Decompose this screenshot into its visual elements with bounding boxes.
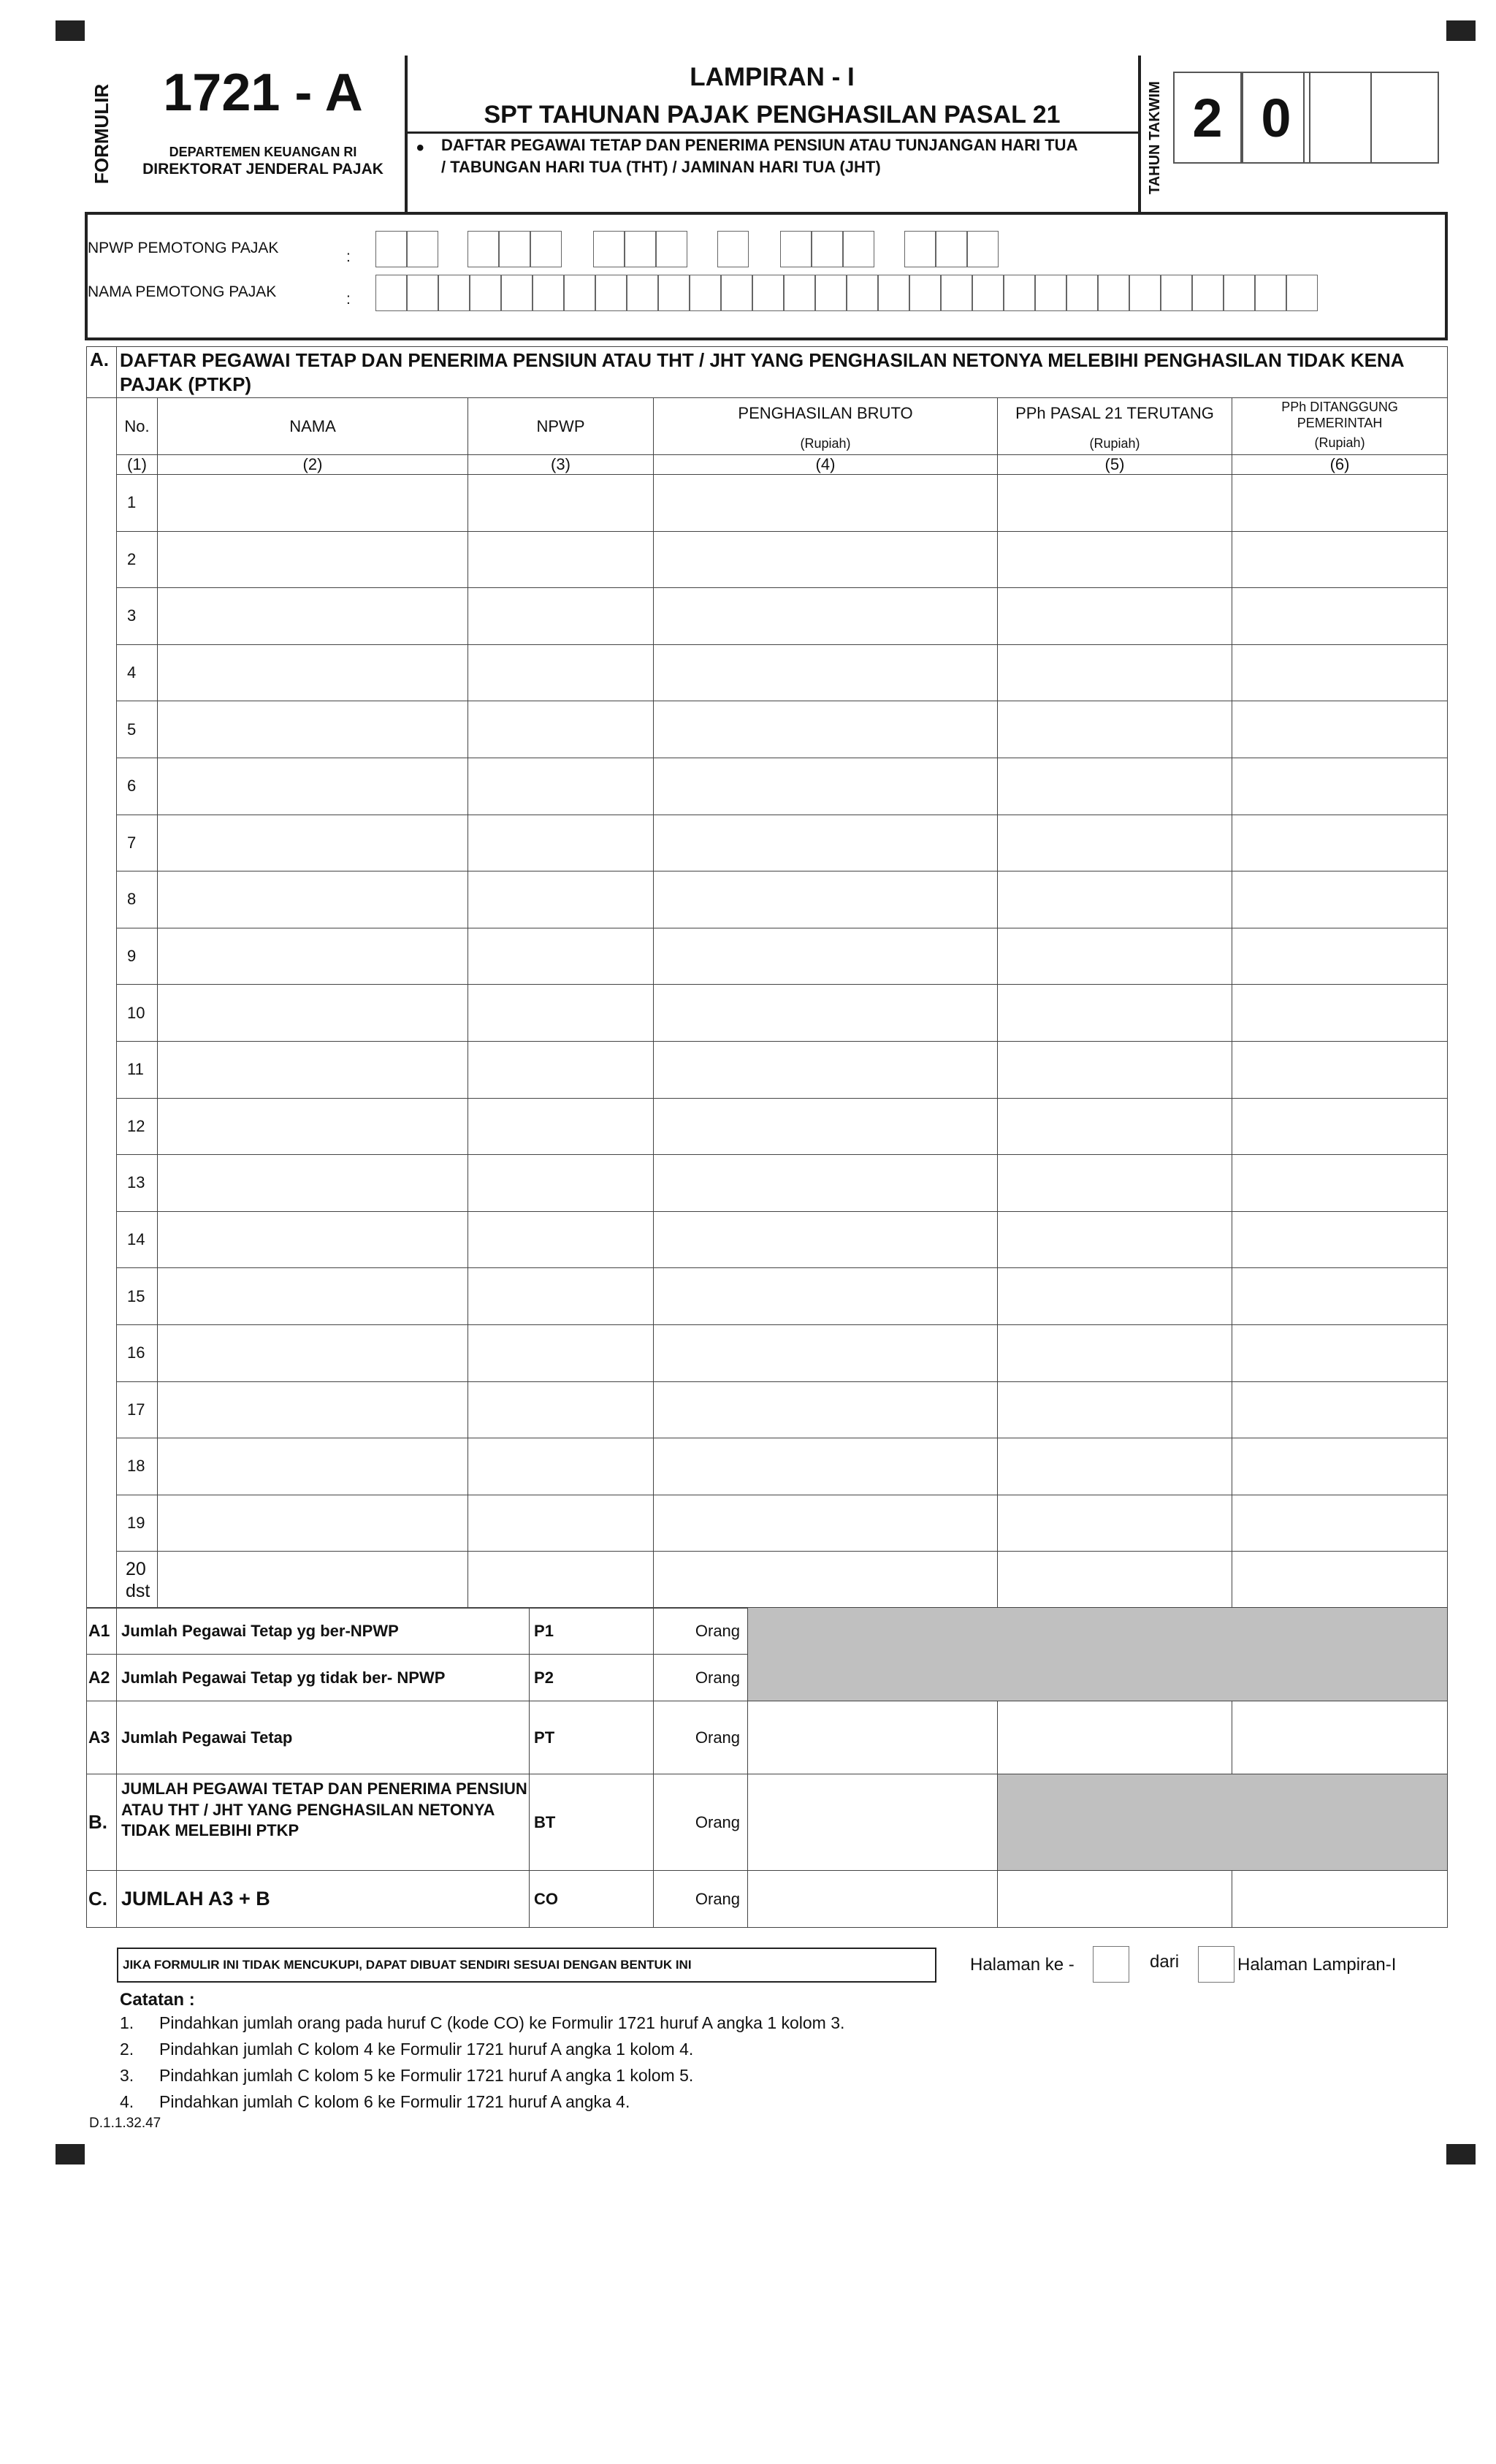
row-number: 20 dst — [117, 1552, 158, 1609]
nama-char-box[interactable] — [407, 275, 438, 311]
col-index-6: (6) — [1232, 455, 1448, 475]
col-header-bruto — [654, 398, 998, 455]
department-line-1: DEPARTEMEN KEUANGAN RI — [169, 145, 357, 159]
nama-char-box[interactable] — [658, 275, 690, 311]
nama-char-box[interactable] — [470, 275, 501, 311]
summary-a2-label: Jumlah Pegawai Tetap yg tidak ber- NPWP — [117, 1655, 530, 1701]
table-row — [87, 1098, 1448, 1155]
nama-char-box[interactable] — [815, 275, 847, 311]
row-number: 11 — [117, 1041, 158, 1098]
col-index-2: (2) — [158, 455, 468, 475]
row-pph21-cell[interactable] — [998, 644, 1232, 701]
row-number: 5 — [117, 701, 158, 758]
row-nama-cell[interactable] — [158, 1495, 468, 1552]
row-npwp-cell[interactable] — [468, 1155, 654, 1212]
summary-c-pph21[interactable] — [998, 1871, 1232, 1928]
nama-char-box[interactable] — [721, 275, 752, 311]
summary-a1-a2-shaded — [748, 1608, 1448, 1701]
nama-char-box[interactable] — [533, 275, 564, 311]
catatan-item: 2. Pindahkan jumlah C kolom 4 ke Formulir 1721 huruf A angka 1 kolom 4. — [120, 2040, 694, 2059]
row-ditanggung-cell[interactable] — [1232, 758, 1448, 815]
row-pph21-cell[interactable] — [998, 701, 1232, 758]
row-bruto-cell[interactable] — [654, 1324, 998, 1381]
row-npwp-cell[interactable] — [468, 928, 654, 985]
row-ditanggung-cell[interactable] — [1232, 985, 1448, 1042]
summary-b-label: JUMLAH PEGAWAI TETAP DAN PENERIMA PENSIUN ATAU THT / JHT YANG PENGHASILAN NETONYA TIDAK MELEBIHI PTKP — [117, 1774, 530, 1871]
npwp-label: NPWP PEMOTONG PAJAK — [88, 240, 279, 256]
formulir-vertical-label: FORMULIR — [91, 83, 112, 184]
nama-char-box[interactable] — [1035, 275, 1066, 311]
row-pph21-cell[interactable] — [998, 1552, 1232, 1609]
row-number: 1 — [117, 475, 158, 532]
nama-char-box[interactable] — [438, 275, 470, 311]
year-digit-1[interactable]: 2 — [1173, 72, 1242, 164]
summary-a1-unit: Orang — [654, 1608, 748, 1655]
row-number: 12 — [117, 1098, 158, 1155]
col-header-bruto-unit: (Rupiah) — [800, 436, 851, 451]
table-row — [87, 985, 1448, 1042]
row-npwp-cell[interactable] — [468, 1438, 654, 1495]
row-nama-cell[interactable] — [158, 1155, 468, 1212]
halaman-ke-label: Halaman ke - — [970, 1955, 1075, 1975]
row-ditanggung-cell[interactable] — [1232, 1552, 1448, 1609]
lampiran-title: LAMPIRAN - I — [690, 63, 855, 91]
nama-char-box[interactable] — [1224, 275, 1255, 311]
row-bruto-cell[interactable] — [654, 1438, 998, 1495]
row-number: 8 — [117, 871, 158, 928]
row-number: 15 — [117, 1268, 158, 1325]
row-pph21-cell[interactable] — [998, 1438, 1232, 1495]
nama-char-box[interactable] — [752, 275, 784, 311]
table-row — [87, 1552, 1448, 1609]
row-ditanggung-cell[interactable] — [1232, 871, 1448, 928]
row-npwp-cell[interactable] — [468, 1041, 654, 1098]
table-row — [87, 758, 1448, 815]
table-row — [87, 1381, 1448, 1438]
summary-a3-ditanggung[interactable] — [1232, 1701, 1448, 1774]
row-nama-cell[interactable] — [158, 758, 468, 815]
row-ditanggung-cell[interactable] — [1232, 1381, 1448, 1438]
summary-a2-id: A2 — [87, 1655, 117, 1701]
nama-colon: : — [346, 291, 351, 308]
table-row — [87, 531, 1448, 588]
table-row — [87, 1211, 1448, 1268]
row-npwp-cell[interactable] — [468, 985, 654, 1042]
row-nama-cell[interactable] — [158, 1211, 468, 1268]
catatan-item: 4. Pindahkan jumlah C kolom 6 ke Formulir 1721 huruf A angka 4. — [120, 2092, 630, 2111]
table-row — [87, 1041, 1448, 1098]
col-header-nama: NAMA — [158, 398, 468, 455]
row-nama-cell[interactable] — [158, 475, 468, 532]
row-npwp-cell[interactable] — [468, 475, 654, 532]
col-index-4: (4) — [654, 455, 998, 475]
row-nama-cell[interactable] — [158, 1324, 468, 1381]
dari-input[interactable] — [1198, 1946, 1234, 1983]
summary-c-ditanggung[interactable] — [1232, 1871, 1448, 1928]
table-row — [87, 1268, 1448, 1325]
section-a-left-margin — [87, 398, 117, 1609]
row-pph21-cell[interactable] — [998, 531, 1232, 588]
row-bruto-cell[interactable] — [654, 1211, 998, 1268]
row-bruto-cell[interactable] — [654, 701, 998, 758]
npwp-digit-box[interactable] — [967, 231, 999, 267]
row-ditanggung-cell[interactable] — [1232, 1268, 1448, 1325]
row-nama-cell[interactable] — [158, 701, 468, 758]
npwp-digit-box[interactable] — [593, 231, 625, 267]
row-nama-cell[interactable] — [158, 1098, 468, 1155]
row-pph21-cell[interactable] — [998, 588, 1232, 645]
catatan-item: 3. Pindahkan jumlah C kolom 5 ke Formulir 1721 huruf A angka 1 kolom 5. — [120, 2066, 694, 2085]
npwp-digit-box[interactable] — [812, 231, 843, 267]
catatan-list — [120, 2013, 844, 2118]
summary-c-unit: Orang — [654, 1871, 748, 1928]
spt-title: SPT TAHUNAN PAJAK PENGHASILAN PASAL 21 — [484, 101, 1061, 129]
col-index-3: (3) — [468, 455, 654, 475]
row-npwp-cell[interactable] — [468, 871, 654, 928]
row-nama-cell[interactable] — [158, 928, 468, 985]
halaman-ke-input[interactable] — [1093, 1946, 1129, 1983]
row-number: 4 — [117, 644, 158, 701]
row-nama-cell[interactable] — [158, 815, 468, 871]
year-digit-3[interactable] — [1303, 72, 1372, 164]
row-ditanggung-cell[interactable] — [1232, 928, 1448, 985]
row-npwp-cell[interactable] — [468, 1324, 654, 1381]
table-row — [87, 815, 1448, 871]
row-ditanggung-cell[interactable] — [1232, 815, 1448, 871]
nama-char-box[interactable] — [1286, 275, 1318, 311]
row-bruto-cell[interactable] — [654, 758, 998, 815]
nama-char-box[interactable] — [1098, 275, 1129, 311]
row-number: 17 — [117, 1381, 158, 1438]
row-bruto-cell[interactable] — [654, 1098, 998, 1155]
tahun-takwim-label: TAHUN TAKWIM — [1147, 81, 1163, 194]
table-row — [87, 644, 1448, 701]
nama-label: NAMA PEMOTONG PAJAK — [88, 283, 277, 300]
npwp-digit-box[interactable] — [717, 231, 749, 267]
summary-b-id: B. — [87, 1774, 117, 1871]
summary-a3-id: A3 — [87, 1701, 117, 1774]
halaman-lampiran-label: Halaman Lampiran-I — [1237, 1955, 1397, 1975]
npwp-digit-box[interactable] — [499, 231, 530, 267]
row-number: 3 — [117, 588, 158, 645]
row-bruto-cell[interactable] — [654, 531, 998, 588]
table-row — [87, 1155, 1448, 1212]
row-ditanggung-cell[interactable] — [1232, 1155, 1448, 1212]
catatan-title: Catatan : — [120, 1990, 195, 2010]
nama-char-box[interactable] — [375, 275, 407, 311]
row-pph21-cell[interactable] — [998, 815, 1232, 871]
row-npwp-cell[interactable] — [468, 1268, 654, 1325]
row-npwp-cell[interactable] — [468, 815, 654, 871]
row-number: 16 — [117, 1324, 158, 1381]
row-ditanggung-cell[interactable] — [1232, 1041, 1448, 1098]
npwp-digit-box[interactable] — [936, 231, 967, 267]
row-bruto-cell[interactable] — [654, 1495, 998, 1552]
row-pph21-cell[interactable] — [998, 475, 1232, 532]
col-header-ditanggung — [1232, 398, 1448, 455]
summary-table — [86, 1607, 1448, 1928]
col-header-bruto-label: PENGHASILAN BRUTO — [738, 404, 913, 422]
row-ditanggung-cell[interactable] — [1232, 1211, 1448, 1268]
registration-mark-bottom-left — [56, 2144, 85, 2164]
nama-char-box[interactable] — [627, 275, 658, 311]
col-header-npwp: NPWP — [468, 398, 654, 455]
row-pph21-cell[interactable] — [998, 1041, 1232, 1098]
nama-char-box[interactable] — [595, 275, 627, 311]
npwp-digit-box[interactable] — [407, 231, 438, 267]
nama-char-box[interactable] — [1192, 275, 1224, 311]
footer-note-box: JIKA FORMULIR INI TIDAK MENCUKUPI, DAPAT DIBUAT SENDIRI SESUAI DENGAN BENTUK INI — [117, 1948, 936, 1983]
row-number: 2 — [117, 531, 158, 588]
row-ditanggung-cell[interactable] — [1232, 588, 1448, 645]
row-pph21-cell[interactable] — [998, 985, 1232, 1042]
nama-char-box[interactable] — [972, 275, 1004, 311]
col-header-ditanggung-label: PPh DITANGGUNG PEMERINTAH — [1281, 400, 1398, 430]
npwp-digit-box[interactable] — [468, 231, 499, 267]
summary-b-bruto[interactable] — [748, 1774, 998, 1871]
npwp-digit-box[interactable] — [843, 231, 874, 267]
nama-char-box[interactable] — [941, 275, 972, 311]
row-ditanggung-cell[interactable] — [1232, 1495, 1448, 1552]
row-npwp-cell[interactable] — [468, 758, 654, 815]
row-nama-cell[interactable] — [158, 871, 468, 928]
row-nama-cell[interactable] — [158, 985, 468, 1042]
row-bruto-cell[interactable] — [654, 815, 998, 871]
nama-char-box[interactable] — [784, 275, 815, 311]
bullet: • — [416, 136, 424, 160]
row-number: 13 — [117, 1155, 158, 1212]
row-bruto-cell[interactable] — [654, 475, 998, 532]
row-npwp-cell[interactable] — [468, 644, 654, 701]
row-ditanggung-cell[interactable] — [1232, 701, 1448, 758]
row-npwp-cell[interactable] — [468, 1098, 654, 1155]
row-pph21-cell[interactable] — [998, 928, 1232, 985]
row-pph21-cell[interactable] — [998, 871, 1232, 928]
registration-mark-top-left — [56, 20, 85, 41]
row-ditanggung-cell[interactable] — [1232, 644, 1448, 701]
summary-c-label: JUMLAH A3 + B — [117, 1871, 530, 1928]
row-number: 9 — [117, 928, 158, 985]
nama-char-box[interactable] — [847, 275, 878, 311]
row-bruto-cell[interactable] — [654, 1552, 998, 1609]
summary-a3-bruto[interactable] — [748, 1701, 998, 1774]
row-nama-cell[interactable] — [158, 644, 468, 701]
row-number: 18 — [117, 1438, 158, 1495]
row-npwp-cell[interactable] — [468, 701, 654, 758]
dari-label: dari — [1150, 1952, 1180, 1972]
row-number: 7 — [117, 815, 158, 871]
summary-c-code: CO — [530, 1871, 654, 1928]
summary-b-code: BT — [530, 1774, 654, 1871]
row-ditanggung-cell[interactable] — [1232, 531, 1448, 588]
npwp-digit-box[interactable] — [375, 231, 407, 267]
nama-char-box[interactable] — [1004, 275, 1035, 311]
row-bruto-cell[interactable] — [654, 928, 998, 985]
section-a-title: DAFTAR PEGAWAI TETAP DAN PENERIMA PENSIUN ATAU THT / JHT YANG PENGHASILAN NETONYA MELEBIHI PENGHASILAN TIDAK KENA PAJAK (PTKP) — [117, 347, 1448, 398]
table-row — [87, 928, 1448, 985]
npwp-digit-box[interactable] — [625, 231, 656, 267]
npwp-digit-box[interactable] — [904, 231, 936, 267]
summary-a1-id: A1 — [87, 1608, 117, 1655]
year-digit-2[interactable]: 0 — [1242, 72, 1310, 164]
summary-a3-code: PT — [530, 1701, 654, 1774]
row-nama-cell[interactable] — [158, 531, 468, 588]
row-pph21-cell[interactable] — [998, 1495, 1232, 1552]
col-header-pph21 — [998, 398, 1232, 455]
nama-char-box[interactable] — [1255, 275, 1286, 311]
row-pph21-cell[interactable] — [998, 1381, 1232, 1438]
nama-char-box[interactable] — [1161, 275, 1192, 311]
row-number: 19 — [117, 1495, 158, 1552]
npwp-colon: : — [346, 248, 351, 265]
table-row — [87, 1324, 1448, 1381]
year-digit-4[interactable] — [1370, 72, 1439, 164]
row-ditanggung-cell[interactable] — [1232, 1098, 1448, 1155]
nama-char-box[interactable] — [564, 275, 595, 311]
row-pph21-cell[interactable] — [998, 1155, 1232, 1212]
table-row — [87, 588, 1448, 645]
row-bruto-cell[interactable] — [654, 1381, 998, 1438]
summary-a3-unit: Orang — [654, 1701, 748, 1774]
nama-char-box[interactable] — [1066, 275, 1098, 311]
row-nama-cell[interactable] — [158, 588, 468, 645]
row-npwp-cell[interactable] — [468, 1495, 654, 1552]
row-bruto-cell[interactable] — [654, 1268, 998, 1325]
row-bruto-cell[interactable] — [654, 871, 998, 928]
row-npwp-cell[interactable] — [468, 1552, 654, 1609]
row-bruto-cell[interactable] — [654, 1155, 998, 1212]
row-pph21-cell[interactable] — [998, 758, 1232, 815]
row-ditanggung-cell[interactable] — [1232, 1438, 1448, 1495]
summary-c-bruto[interactable] — [748, 1871, 998, 1928]
summary-a2-unit: Orang — [654, 1655, 748, 1701]
row-nama-cell[interactable] — [158, 1041, 468, 1098]
table-row — [87, 1438, 1448, 1495]
form-number: 1721 - A — [163, 64, 363, 122]
row-nama-cell[interactable] — [158, 1438, 468, 1495]
summary-a1-label: Jumlah Pegawai Tetap yg ber-NPWP — [117, 1608, 530, 1655]
row-ditanggung-cell[interactable] — [1232, 475, 1448, 532]
col-header-pph21-unit: (Rupiah) — [1089, 436, 1140, 451]
npwp-digit-box[interactable] — [780, 231, 812, 267]
header-title-underline — [406, 131, 1138, 134]
summary-a1-code: P1 — [530, 1608, 654, 1655]
nama-char-box[interactable] — [1129, 275, 1161, 311]
row-bruto-cell[interactable] — [654, 985, 998, 1042]
nama-char-box[interactable] — [501, 275, 533, 311]
row-pph21-cell[interactable] — [998, 1211, 1232, 1268]
row-npwp-cell[interactable] — [468, 1381, 654, 1438]
summary-a3-pph21[interactable] — [998, 1701, 1232, 1774]
description-line-2: / TABUNGAN HARI TUA (THT) / JAMINAN HARI TUA (JHT) — [441, 158, 881, 176]
row-number: 10 — [117, 985, 158, 1042]
nama-char-box[interactable] — [909, 275, 941, 311]
summary-a2-code: P2 — [530, 1655, 654, 1701]
col-header-ditanggung-unit: (Rupiah) — [1314, 435, 1365, 451]
catatan-item: 1. Pindahkan jumlah orang pada huruf C (kode CO) ke Formulir 1721 huruf A angka 1 kolom 3. — [120, 2013, 845, 2032]
summary-b-unit: Orang — [654, 1774, 748, 1871]
row-number: 14 — [117, 1211, 158, 1268]
col-index-1: (1) — [117, 455, 158, 475]
row-bruto-cell[interactable] — [654, 588, 998, 645]
row-pph21-cell[interactable] — [998, 1268, 1232, 1325]
row-npwp-cell[interactable] — [468, 588, 654, 645]
col-index-5: (5) — [998, 455, 1232, 475]
table-row — [87, 701, 1448, 758]
row-number: 6 — [117, 758, 158, 815]
registration-mark-top-right — [1446, 20, 1476, 41]
npwp-digit-box[interactable] — [656, 231, 687, 267]
row-ditanggung-cell[interactable] — [1232, 1324, 1448, 1381]
summary-a3-label: Jumlah Pegawai Tetap — [117, 1701, 530, 1774]
header-divider-right — [1138, 56, 1141, 212]
col-header-pph21-label: PPh PASAL 21 TERUTANG — [1015, 404, 1214, 422]
row-nama-cell[interactable] — [158, 1381, 468, 1438]
section-a-letter: A. — [87, 347, 117, 398]
summary-c-id: C. — [87, 1871, 117, 1928]
row-pph21-cell[interactable] — [998, 1098, 1232, 1155]
row-npwp-cell[interactable] — [468, 531, 654, 588]
col-header-no: No. — [117, 398, 158, 455]
nama-char-box[interactable] — [878, 275, 909, 311]
nama-char-box[interactable] — [690, 275, 721, 311]
npwp-digit-box[interactable] — [530, 231, 562, 267]
registration-mark-bottom-right — [1446, 2144, 1476, 2164]
row-nama-cell[interactable] — [158, 1268, 468, 1325]
row-npwp-cell[interactable] — [468, 1211, 654, 1268]
section-a-table — [86, 346, 1448, 1609]
table-row — [87, 1495, 1448, 1552]
department-line-2: DIREKTORAT JENDERAL PAJAK — [142, 161, 383, 178]
row-pph21-cell[interactable] — [998, 1324, 1232, 1381]
row-bruto-cell[interactable] — [654, 644, 998, 701]
row-bruto-cell[interactable] — [654, 1041, 998, 1098]
table-row — [87, 871, 1448, 928]
description-line-1: DAFTAR PEGAWAI TETAP DAN PENERIMA PENSIUN ATAU TUNJANGAN HARI TUA — [441, 136, 1078, 154]
summary-b-shaded — [998, 1774, 1448, 1871]
table-row — [87, 475, 1448, 532]
row-nama-cell[interactable] — [158, 1552, 468, 1609]
form-code: D.1.1.32.47 — [89, 2116, 161, 2131]
